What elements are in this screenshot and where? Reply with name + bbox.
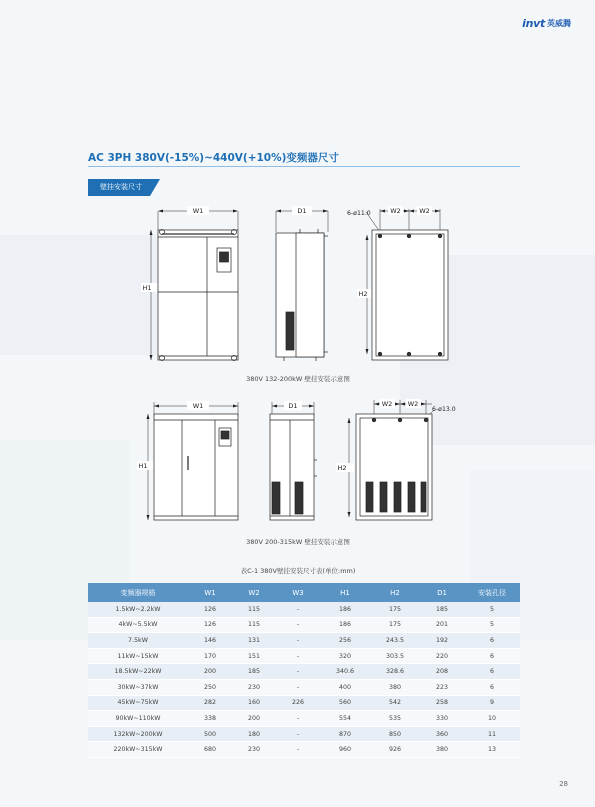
cell-hole: 5: [464, 602, 520, 617]
cell-h2: 328.6: [370, 664, 420, 680]
cell-w1: 126: [188, 617, 232, 633]
col-header-h2: H2: [370, 583, 420, 602]
cell-hole: 6: [464, 648, 520, 664]
cell-d1: 220: [420, 648, 464, 664]
cell-w3: -: [276, 664, 320, 680]
cell-model: 1.5kW~2.2kW: [88, 602, 188, 617]
cell-model: 30kW~37kW: [88, 679, 188, 695]
fig2-hole-label: 6-ø13.0: [432, 406, 456, 413]
cell-w3: -: [276, 742, 320, 758]
cell-w1: 200: [188, 664, 232, 680]
cell-d1: 201: [420, 617, 464, 633]
cell-d1: 223: [420, 679, 464, 695]
brand-name: 英威腾: [547, 19, 571, 28]
cell-d1: 185: [420, 602, 464, 617]
dimension-table: [88, 583, 520, 758]
fig1-h1-label: H1: [142, 284, 152, 292]
cell-h1: 554: [320, 711, 370, 727]
cell-h2: 535: [370, 711, 420, 727]
cell-w2: 180: [232, 726, 276, 742]
cell-h2: 380: [370, 679, 420, 695]
fig1-w2a-label: W2: [390, 207, 401, 215]
cell-h1: 186: [320, 602, 370, 617]
cell-h2: 926: [370, 742, 420, 758]
col-header-w1: W1: [188, 583, 232, 602]
cell-hole: 13: [464, 742, 520, 758]
cell-w1: 170: [188, 648, 232, 664]
table-row: [88, 679, 520, 695]
cell-w2: 115: [232, 602, 276, 617]
fig1-h2-label: H2: [358, 290, 368, 298]
fig1-d1-label: D1: [297, 207, 307, 215]
cell-h2: 850: [370, 726, 420, 742]
cell-w2: 230: [232, 679, 276, 695]
figure-2-front-view: [137, 401, 238, 520]
cell-w3: 226: [276, 695, 320, 711]
table-row: [88, 742, 520, 758]
figure-1-side-view: [276, 206, 328, 361]
cell-h2: 303.5: [370, 648, 420, 664]
cell-model: 7.5kW: [88, 633, 188, 649]
page-number: 28: [559, 780, 568, 788]
cell-h1: 320: [320, 648, 370, 664]
cell-h1: 960: [320, 742, 370, 758]
cell-h1: 870: [320, 726, 370, 742]
cell-w1: 126: [188, 602, 232, 617]
col-header-d1: D1: [420, 583, 464, 602]
table-row: [88, 602, 520, 617]
cell-w3: -: [276, 633, 320, 649]
table-caption: 表C-1 380V壁挂安装尺寸表(单位:mm): [240, 567, 356, 575]
fig1-hole-label: 6-ø11.0: [347, 210, 371, 217]
cell-h2: 175: [370, 602, 420, 617]
figure-2-rear-view: [336, 399, 456, 520]
cell-w1: 500: [188, 726, 232, 742]
fig2-w2a-label: W2: [381, 400, 393, 408]
fig2-h2-label: H2: [337, 464, 347, 472]
cell-h1: 256: [320, 633, 370, 649]
cell-model: 4kW~5.5kW: [88, 617, 188, 633]
cell-hole: 6: [464, 664, 520, 680]
cell-h1: 400: [320, 679, 370, 695]
fig1-w2b-label: W2: [419, 207, 430, 215]
table-row: [88, 648, 520, 664]
cell-model: 90kW~110kW: [88, 711, 188, 727]
cell-w3: -: [276, 602, 320, 617]
figure-2-caption: 380V 200-315kW 壁挂安装示意图: [246, 538, 350, 546]
cell-w2: 131: [232, 633, 276, 649]
cell-w1: 338: [188, 711, 232, 727]
cell-d1: 258: [420, 695, 464, 711]
fig2-d1-label: D1: [288, 402, 298, 410]
table-row: [88, 726, 520, 742]
cell-w2: 230: [232, 742, 276, 758]
cell-h1: 560: [320, 695, 370, 711]
cell-d1: 208: [420, 664, 464, 680]
figure-1-rear-view: [347, 206, 448, 360]
table-row: [88, 633, 520, 649]
fig2-w1-label: W1: [192, 402, 204, 410]
cell-hole: 6: [464, 633, 520, 649]
col-header-w3: W3: [276, 583, 320, 602]
cell-model: 220kW~315kW: [88, 742, 188, 758]
cell-w3: -: [276, 617, 320, 633]
table-row: [88, 711, 520, 727]
cell-w3: -: [276, 648, 320, 664]
fig1-w1-label: W1: [192, 207, 204, 215]
cell-h1: 340.6: [320, 664, 370, 680]
col-header-w2: W2: [232, 583, 276, 602]
col-header-model: 变频器规格: [88, 583, 188, 602]
cell-h2: 542: [370, 695, 420, 711]
cell-model: 132kW~200kW: [88, 726, 188, 742]
cell-hole: 5: [464, 617, 520, 633]
cell-hole: 9: [464, 695, 520, 711]
cell-w1: 146: [188, 633, 232, 649]
figure-2-side-view: [270, 401, 317, 520]
table-row: [88, 664, 520, 680]
cell-w2: 115: [232, 617, 276, 633]
cell-h2: 243.5: [370, 633, 420, 649]
cell-model: 18.5kW~22kW: [88, 664, 188, 680]
cell-w3: -: [276, 711, 320, 727]
cell-w1: 282: [188, 695, 232, 711]
cell-w2: 151: [232, 648, 276, 664]
cell-model: 45kW~75kW: [88, 695, 188, 711]
page-title: AC 3PH 380V(-15%)~440V(+10%)变频器尺寸: [88, 152, 339, 164]
cell-d1: 330: [420, 711, 464, 727]
fig2-h1-label: H1: [138, 462, 148, 470]
cell-model: 11kW~15kW: [88, 648, 188, 664]
table-row: [88, 695, 520, 711]
cell-hole: 11: [464, 726, 520, 742]
cell-w2: 185: [232, 664, 276, 680]
table-row: [88, 617, 520, 633]
col-header-hole-diameter: 安装孔径: [464, 583, 520, 602]
figure-1-front-view: [141, 206, 238, 361]
figure-1-caption: 380V 132-200kW 壁挂安装示意图: [246, 375, 350, 383]
fig2-w2b-label: W2: [407, 400, 419, 408]
cell-d1: 360: [420, 726, 464, 742]
cell-hole: 10: [464, 711, 520, 727]
section-tab-label: 壁挂安装尺寸: [100, 183, 142, 191]
brand-mark: invt: [522, 17, 545, 30]
cell-h2: 175: [370, 617, 420, 633]
cell-w1: 250: [188, 679, 232, 695]
cell-w2: 200: [232, 711, 276, 727]
cell-w1: 680: [188, 742, 232, 758]
cell-w3: -: [276, 726, 320, 742]
cell-w3: -: [276, 679, 320, 695]
cell-h1: 186: [320, 617, 370, 633]
col-header-h1: H1: [320, 583, 370, 602]
table-header-row: [88, 583, 520, 602]
cell-d1: 380: [420, 742, 464, 758]
cell-d1: 192: [420, 633, 464, 649]
cell-hole: 6: [464, 679, 520, 695]
cell-w2: 160: [232, 695, 276, 711]
